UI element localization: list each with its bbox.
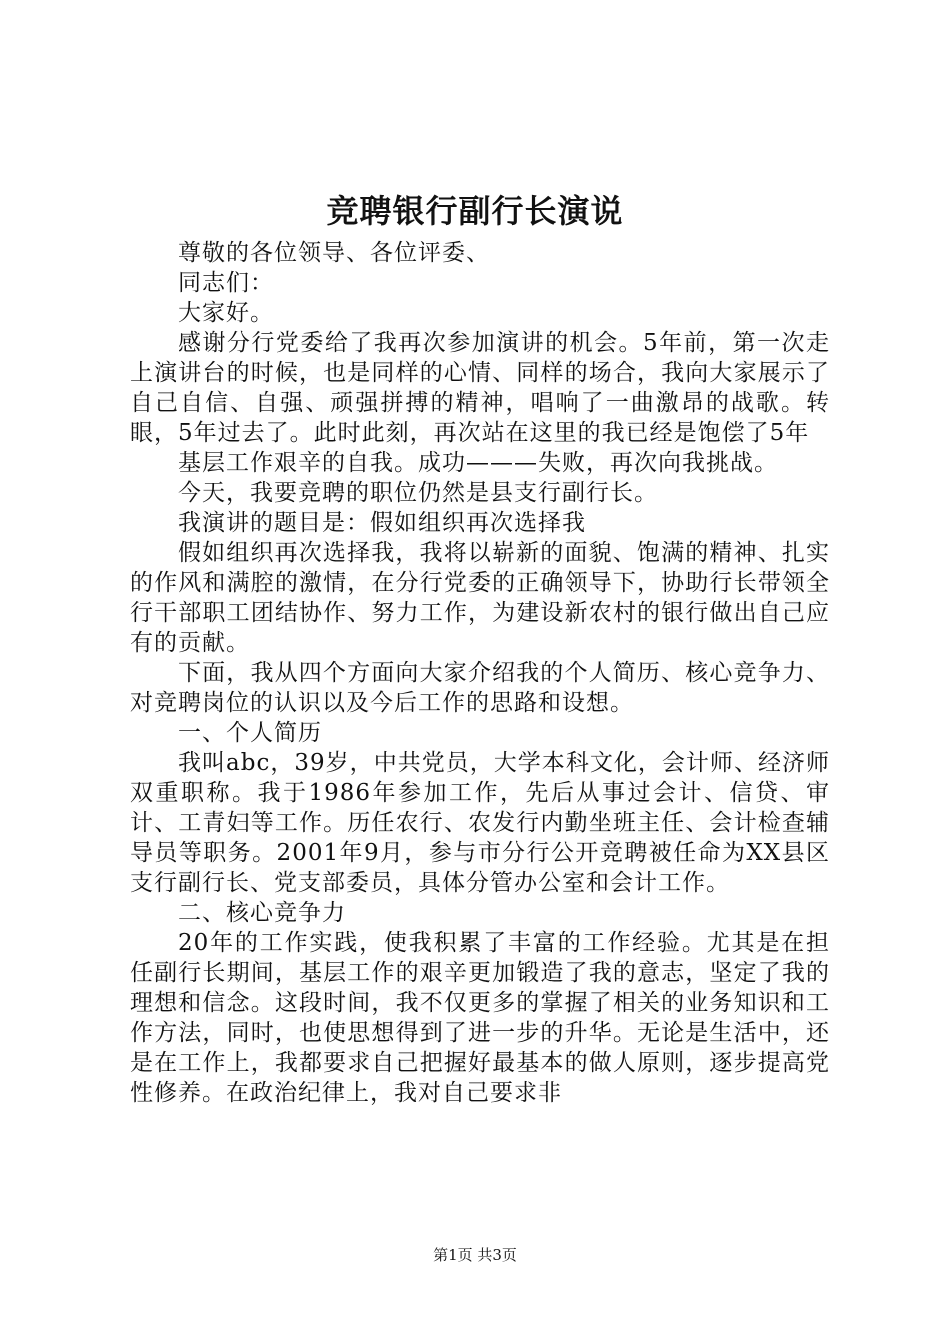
paragraph-commitment: 假如组织再次选择我，我将以崭新的面貌、饱满的精神、扎实的作风和满腔的激情，在分行党委的正确领导下，协助行长带领全行干部职工团结协作、努力工作，为建设新农村的银行做出自己应有的贡献。 [130, 540, 830, 656]
section-heading-resume: 一、个人简历 [178, 720, 322, 746]
paragraph-outline: 下面，我从四个方面向大家介绍我的个人简历、核心竞争力、对竞聘岗位的认识以及今后工作的思路和设想。 [130, 660, 830, 716]
paragraph-greeting: 大家好。 [178, 300, 274, 326]
paragraph-self: 基层工作艰辛的自我。成功———失败，再次向我挑战。 [178, 450, 778, 476]
paragraph-topic: 我演讲的题目是：假如组织再次选择我 [178, 510, 586, 536]
page-footer: 第1页 共3页 [433, 1246, 517, 1264]
document-title: 竞聘银行副行长演说 [326, 192, 624, 230]
paragraph-competitiveness: 20年的工作实践，使我积累了丰富的工作经验。尤其是在担任副行长期间，基层工作的艰辛更加锻造了我的意志，坚定了我的理想和信念。这段时间，我不仅更多的掌握了相关的业务知识和工作方法，同时，也使思想得到了进一步的升华。无论是生活中，还是在工作上，我都要求自己把握好最基本的做人原则，逐步提高党性修养。在政治纪律上，我对自己要求非 [130, 930, 830, 1106]
paragraph-position: 今天，我要竞聘的职位仍然是县支行副行长。 [178, 480, 658, 506]
paragraph-resume: 我叫abc，39岁，中共党员，大学本科文化，会计师、经济师双重职称。我于1986年参加工作，先后从事过会计、信贷、审计、工青妇等工作。历任农行、农发行内勤坐班主任、会计检查辅导员等职务。2001年9月，参与市分行公开竞聘被任命为XX县区支行副行长、党支部委员，具体分管办公室和会计工作。 [130, 750, 830, 896]
document-body [130, 238, 830, 1108]
section-heading-competitiveness: 二、核心竞争力 [178, 900, 346, 926]
paragraph-salutation: 尊敬的各位领导、各位评委、 [178, 240, 490, 266]
paragraph-thanks: 感谢分行党委给了我再次参加演讲的机会。5年前，第一次走上演讲台的时候，也是同样的心情、同样的场合，我向大家展示了自己自信、自强、顽强拼搏的精神，唱响了一曲激昂的战歌。转眼，5年过去了。此时此刻，再次站在这里的我已经是饱偿了5年 [130, 330, 830, 446]
paragraph-comrades: 同志们： [178, 270, 274, 296]
